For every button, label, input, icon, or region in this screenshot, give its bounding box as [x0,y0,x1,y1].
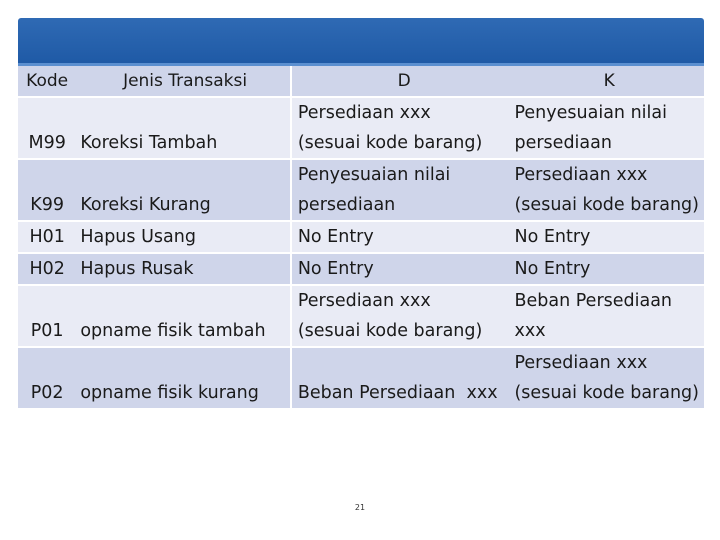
row-kredit-line1: No Entry [510,221,704,253]
row-debit-line2: Beban Persediaan xxx [291,378,511,408]
row-kredit-line1: No Entry [510,253,704,285]
table-row [18,253,704,285]
row-kode: H01 [18,221,76,253]
row-debit-line1: Persediaan xxx [291,285,511,316]
table-row [18,97,704,128]
table-row [18,285,704,316]
row-kode: K99 [18,159,76,221]
transaction-table [18,66,704,408]
header-kredit: K [510,66,704,97]
row-kode: P02 [18,347,76,408]
row-jenis: Hapus Usang [76,221,291,253]
header-kode: Kode [18,66,76,97]
row-kredit-line2: persediaan [510,128,704,159]
header-debit: D [291,66,511,97]
header-jenis: Jenis Transaksi [76,66,291,97]
row-kredit-line1: Penyesuaian nilai [510,97,704,128]
table-row [18,221,704,253]
row-debit-line1: Persediaan xxx [291,97,511,128]
row-debit-line1: No Entry [291,221,511,253]
row-jenis: Hapus Rusak [76,253,291,285]
table-header-row [18,66,704,97]
row-kode: H02 [18,253,76,285]
row-kredit-line2: (sesuai kode barang) [510,378,704,408]
row-debit-line1 [291,347,511,378]
row-jenis: Koreksi Kurang [76,159,291,221]
table-row [18,159,704,190]
row-debit-line1: No Entry [291,253,511,285]
title-banner [18,18,704,63]
row-debit-line2: (sesuai kode barang) [291,128,511,159]
row-jenis: opname fisik tambah [76,285,291,347]
row-kredit-line1: Persediaan xxx [510,347,704,378]
row-debit-line1: Penyesuaian nilai [291,159,511,190]
row-debit-line2: (sesuai kode barang) [291,316,511,347]
row-kredit-line2: xxx [510,316,704,347]
page-number: 21 [354,503,366,512]
row-kode: M99 [18,97,76,159]
row-jenis: opname fisik kurang [76,347,291,408]
row-kredit-line2: (sesuai kode barang) [510,190,704,221]
row-jenis: Koreksi Tambah [76,97,291,159]
row-kode: P01 [18,285,76,347]
row-kredit-line1: Beban Persediaan [510,285,704,316]
table-row [18,347,704,378]
row-debit-line2: persediaan [291,190,511,221]
row-kredit-line1: Persediaan xxx [510,159,704,190]
